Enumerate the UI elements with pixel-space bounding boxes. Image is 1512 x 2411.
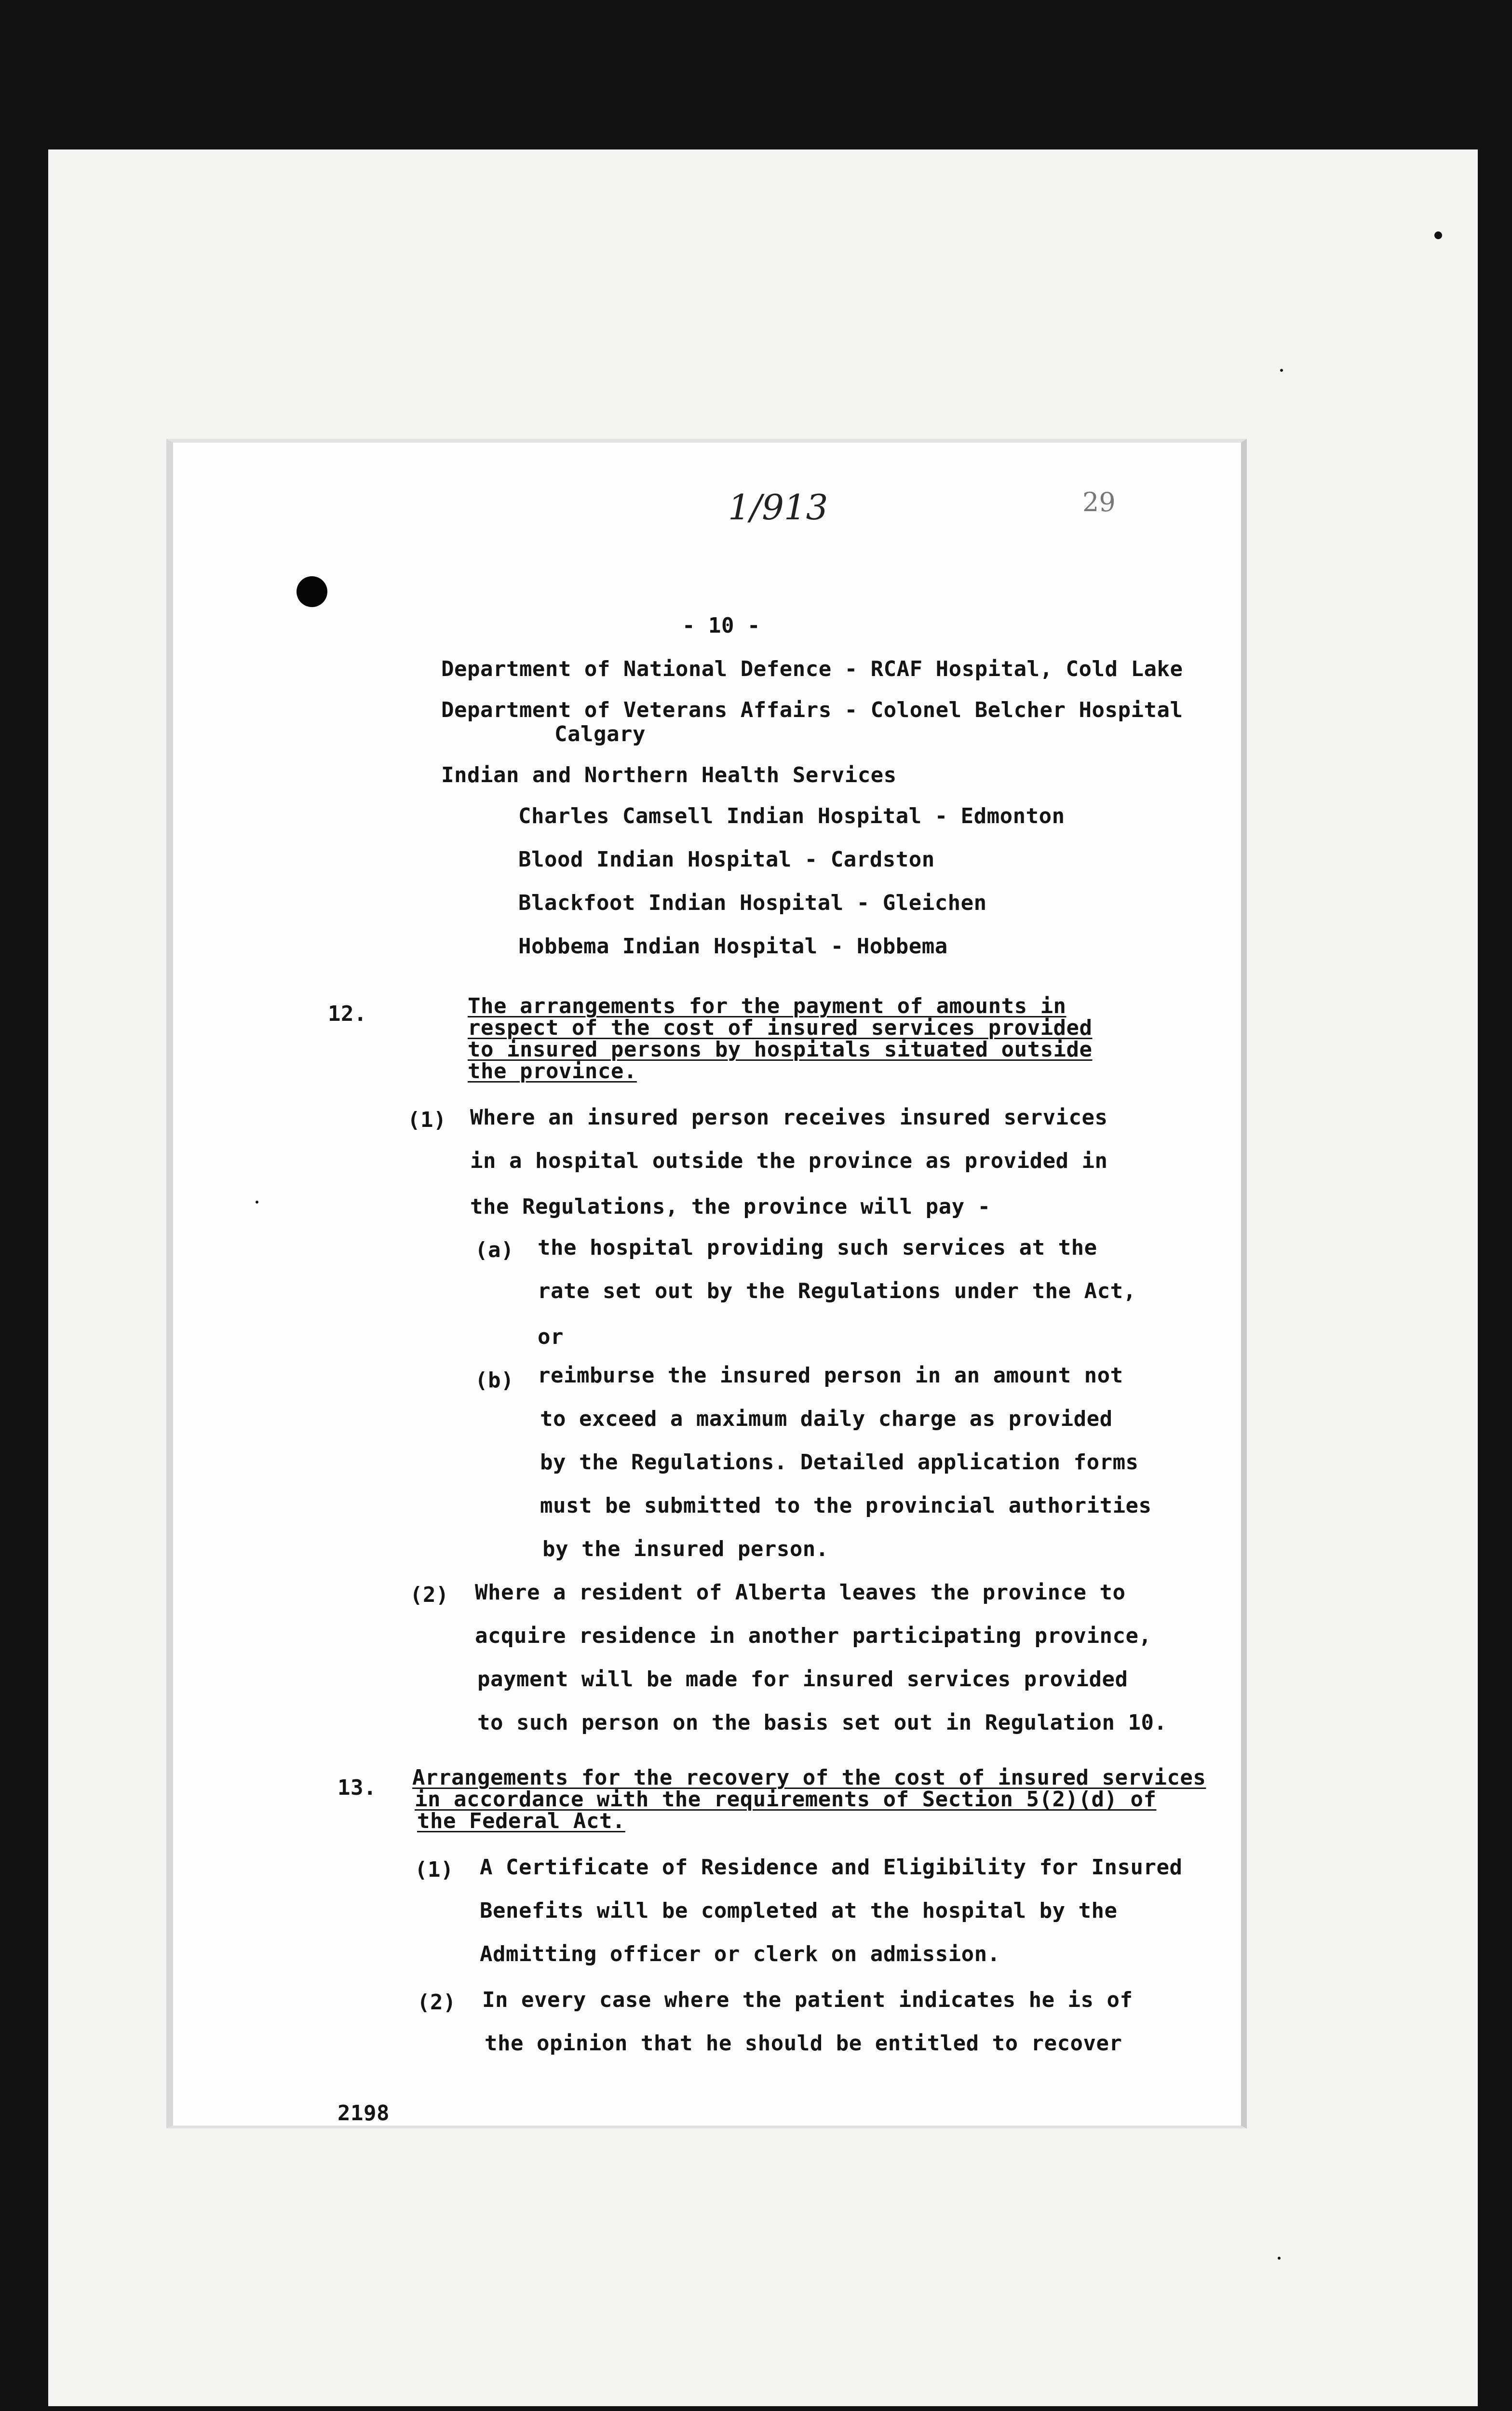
- subparagraph-line: reimburse the insured person in an amount not: [538, 1363, 1123, 1388]
- paragraph-line: Benefits will be completed at the hospital by the: [480, 1898, 1118, 1923]
- section-heading-line: in accordance with the requirements of Section 5(2)(d) of: [415, 1787, 1157, 1812]
- hospital-line: Blood Indian Hospital - Cardston: [518, 847, 935, 872]
- film-speck: [256, 1201, 258, 1204]
- subparagraph-label: (b): [475, 1368, 514, 1393]
- hospital-line: Department of Veterans Affairs - Colonel Belcher Hospital: [441, 698, 1183, 722]
- section-heading-line: respect of the cost of insured services provided: [468, 1016, 1093, 1040]
- subparagraph-line: must be submitted to the provincial authorities: [540, 1493, 1152, 1518]
- section-number: 12.: [328, 1002, 367, 1026]
- subparagraph-line: to exceed a maximum daily charge as provided: [540, 1407, 1113, 1431]
- paragraph-line: A Certificate of Residence and Eligibility for Insured: [480, 1855, 1183, 1880]
- subparagraph-line: or: [538, 1325, 564, 1349]
- section-heading-line: to insured persons by hospitals situated outside: [468, 1037, 1093, 1062]
- paragraph-line: In every case where the patient indicates he is of: [482, 1988, 1133, 2012]
- paragraph-line: the Regulations, the province will pay -: [470, 1194, 991, 1219]
- subparagraph-line: the hospital providing such services at the: [538, 1235, 1097, 1260]
- hospital-line: Department of National Defence - RCAF Hospital, Cold Lake: [441, 657, 1183, 681]
- section-heading-line: the province.: [468, 1059, 637, 1084]
- subparagraph-line: by the insured person.: [542, 1537, 829, 1561]
- hospital-line: Hobbema Indian Hospital - Hobbema: [518, 934, 948, 959]
- stamped-number: 29: [1082, 487, 1116, 517]
- paragraph-label: (1): [415, 1857, 454, 1882]
- paragraph-line: payment will be made for insured services provided: [477, 1667, 1128, 1692]
- hospital-line: Calgary: [554, 722, 646, 746]
- film-speck: [1280, 369, 1283, 372]
- paragraph-line: to such person on the basis set out in Regulation 10.: [477, 1710, 1167, 1735]
- punch-hole: [297, 576, 327, 607]
- hospital-line: Blackfoot Indian Hospital - Gleichen: [518, 891, 987, 915]
- subparagraph-label: (a): [475, 1238, 514, 1262]
- paragraph-label: (2): [410, 1583, 449, 1607]
- footer-number: 2198: [338, 2101, 390, 2126]
- hospital-line: Indian and Northern Health Services: [441, 763, 897, 787]
- page-number: - 10 -: [682, 613, 760, 638]
- paragraph-line: Admitting officer or clerk on admission.: [480, 1942, 1000, 1966]
- subparagraph-line: rate set out by the Regulations under the Act,: [538, 1279, 1136, 1303]
- section-heading-line: Arrangements for the recovery of the cost of insured services: [412, 1765, 1206, 1790]
- paragraph-label: (2): [417, 1990, 456, 2015]
- paragraph-line: acquire residence in another participating province,: [475, 1624, 1152, 1648]
- paragraph-line: in a hospital outside the province as provided in: [470, 1149, 1108, 1173]
- handwritten-reference: 1/913: [728, 487, 828, 528]
- hospital-line: Charles Camsell Indian Hospital - Edmonton: [518, 804, 1065, 828]
- section-number: 13.: [338, 1775, 377, 1800]
- paragraph-label: (1): [407, 1108, 446, 1132]
- film-speck: [1278, 2257, 1281, 2260]
- film-speck: [1434, 231, 1442, 239]
- subparagraph-line: by the Regulations. Detailed application forms: [540, 1450, 1139, 1475]
- section-heading-line: The arrangements for the payment of amounts in: [468, 994, 1066, 1018]
- section-heading-line: the Federal Act.: [417, 1809, 625, 1833]
- paragraph-line: Where an insured person receives insured services: [470, 1105, 1108, 1130]
- paragraph-line: the opinion that he should be entitled to recover: [485, 2031, 1122, 2056]
- paragraph-line: Where a resident of Alberta leaves the province to: [475, 1580, 1126, 1605]
